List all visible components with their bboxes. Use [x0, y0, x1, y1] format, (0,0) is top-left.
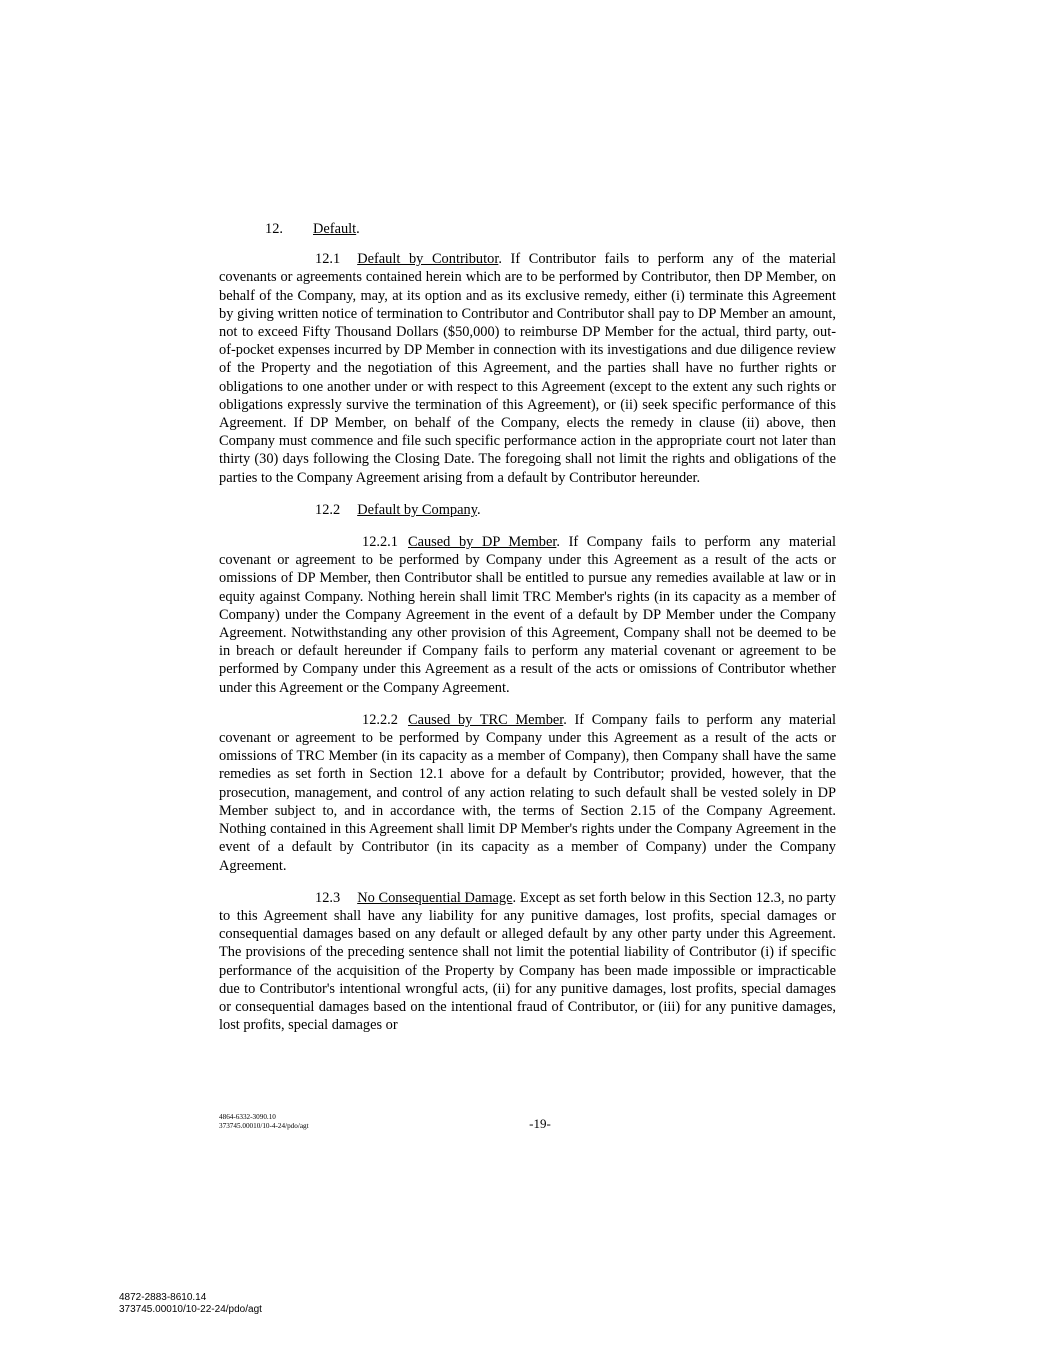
footer-code-line-1: 4864-6332-3090.10	[219, 1113, 276, 1121]
section-12-2-2-body: . If Company fails to perform any material covenant or agreement to be performed by Company under this Agreement as a result of the acts or omissions of TRC Member (in its capacity as a member of Company), then Company shall have the same remedies as set forth in Section 12.1 above for a default by Contributor; provided, however, that the prosecution, management, and control of any action relating to such default shall be vested solely in DP Member subject to, and in accordance with, the terms of Section 2.15 of the Company Agreement. Nothing contained in this Agreement shall limit DP Member's rights under the Company Agreement in the event of a default by Contributor (in its capacity as a member of Company) under the Company Agreement.	[219, 711, 836, 874]
document-stamp-line-1: 4872-2883-8610.14	[119, 1292, 207, 1303]
footer-code-line-2: 373745.00010/10-4-24/pdo/agt	[219, 1122, 309, 1130]
section-12-2-title-suffix: .	[476, 501, 481, 518]
section-title-suffix: .	[356, 221, 360, 237]
section-12-2-2-title: Caused by TRC Member	[407, 711, 564, 728]
section-12-3	[219, 889, 836, 1035]
section-12-1-title: Default by Contributor	[357, 251, 499, 268]
section-12-3-number: 12.3	[315, 889, 341, 906]
section-12-2	[219, 501, 836, 519]
section-12-2-1-number: 12.2.1	[362, 534, 398, 551]
document-body	[219, 220, 836, 1048]
section-12-2-1-title: Caused by DP Member	[407, 534, 557, 551]
section-12-2-2-number: 12.2.2	[362, 711, 398, 728]
document-stamp-line-2: 373745.00010/10-22-24/pdo/agt	[119, 1304, 262, 1315]
section-12-2-1-body: . If Company fails to perform any material covenant or agreement to be performed by Company under this Agreement as a result of the acts or omissions of DP Member, then Contributor shall be entitled to pursue any remedies available at law or in equity against Company. Nothing herein shall limit TRC Member's rights (in its capacity as a member of Company) under the Company Agreement in the event of a default by DP Member under the Company Agreement. Notwithstanding any other provision of this Agreement, Company shall not be deemed to be in breach or default hereunder if Company fails to perform any material covenant or agreement to be performed by Company under this Agreement as a result of the acts or omissions of Contributor whether under this Agreement or the Company Agreement.	[219, 534, 836, 696]
section-12-3-title: No Consequential Damage	[357, 889, 513, 906]
section-12-2-number: 12.2	[315, 501, 341, 518]
section-heading	[219, 220, 836, 238]
document-stamp	[119, 1292, 262, 1316]
section-12-1	[219, 250, 836, 487]
section-12-2-2	[219, 711, 836, 875]
section-12-3-body: . Except as set forth below in this Section 12.3, no party to this Agreement shall have any liability for any punitive damages, lost profits, special damages or consequential damages based on any default or alleged default by any other party under this Agreement. The provisions of the preceding sentence shall not limit the potential liability of Contributor (i) if specific performance of the acquisition of the Property by Company has been made impossible or impracticable due to Contributor's intentional wrongful acts, (ii) for any punitive damages, lost profits, special damages or consequential damages based on the intentional fraud of Contributor, or (iii) for any punitive damages, lost profits, special damages or	[219, 889, 836, 1034]
section-number: 12.	[265, 221, 283, 237]
section-12-1-body: . If Contributor fails to perform any of the material covenants or agreements contained herein which are to be performed by Contributor, then DP Member, on behalf of the Company, may, at its option and as its exclusive remedy, either (i) terminate this Agreement by giving written notice of termination to Contributor and Contributor shall pay to DP Member an amount, not to exceed Fifty Thousand Dollars ($50,000) to reimburse DP Member for the actual, third party, out-of-pocket expenses incurred by DP Member in connection with its investigations and due diligence review of the Property and the negotiation of this Agreement, and the parties shall have no further rights or obligations to one another under or with respect to this Agreement (except to the extent any such rights or obligations expressly survive the termination of this Agreement), or (ii) seek specific performance of this Agreement. If DP Member, on behalf of the Company, elects the remedy in clause (ii) above, then Company must commence and file such specific performance action in the appropriate court not later than thirty (30) days following the Closing Date. The foregoing shall not limit the rights and obligations of the parties to the Company Agreement arising from a default by Contributor hereunder.	[219, 251, 836, 486]
footer-document-codes	[219, 1113, 309, 1131]
section-12-1-number: 12.1	[315, 251, 341, 268]
page-number: -19-	[529, 1116, 551, 1131]
section-title: Default	[313, 221, 357, 237]
section-12-2-1	[219, 533, 836, 697]
section-12-2-title: Default by Company	[357, 501, 477, 518]
